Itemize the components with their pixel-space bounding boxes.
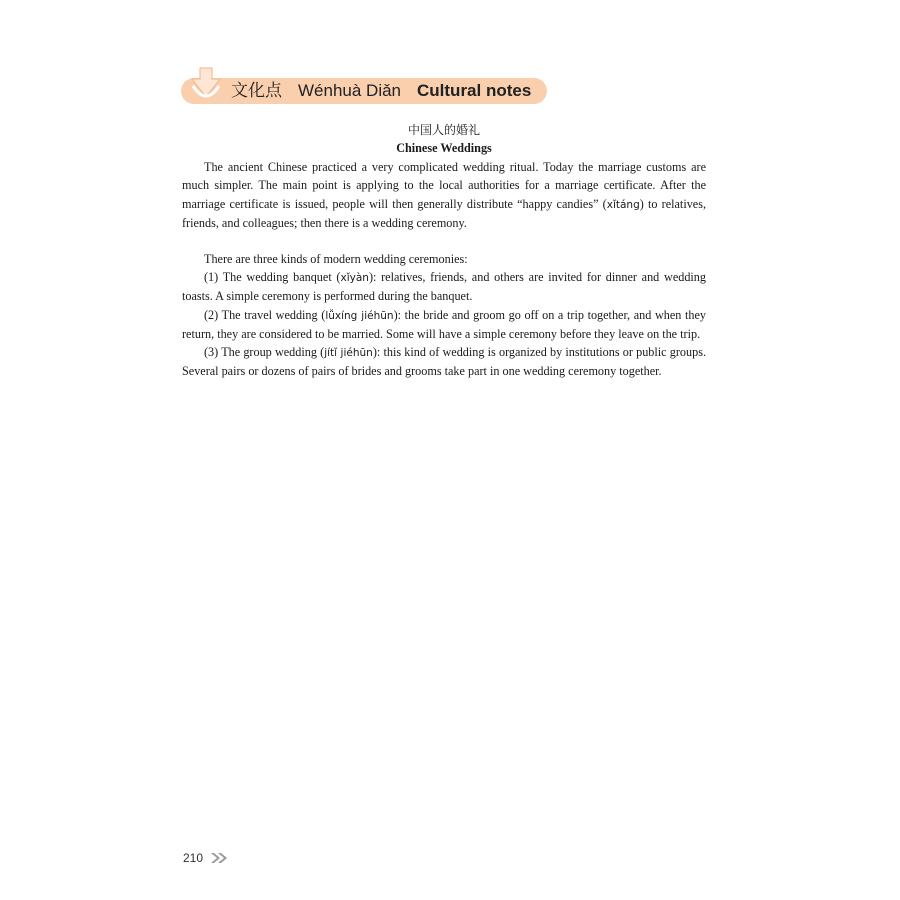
paragraph-group [182,343,706,380]
banner-chinese: 文化点 [231,81,282,100]
inline-pinyin: jítǐ jiéhūn [324,347,373,360]
paragraph-text: (2) The travel wedding ( [204,307,326,322]
down-arrow-icon [189,66,223,102]
paragraph-intro [182,158,706,232]
paragraph-kinds: There are three kinds of modern wedding ceremonies: [204,252,468,267]
article-title-english: Chinese Weddings [396,141,492,155]
paragraph-text: ): this kind of wedding is organized by institutions or public groups. Several pairs or dozens of pairs of brides and grooms take part in one wedding ceremony together. [182,345,707,379]
cultural-note-article [182,121,706,380]
banner-title [231,78,531,104]
paragraph-text: ): the bride and groom go off on a trip together, and when they return, they are considered to be married. Some will have a simple ceremony before they leave on the trip. [182,307,706,341]
paragraph-text: The ancient Chinese practiced a very complicated wedding ritual. Today the marriage customs are much simpler. The main point is applying to the local authorities for a marriage certificate. After the marriage certificate is issued, people will then generally distribute “happy candies” ( [182,160,706,211]
page-number: 210 [183,851,204,865]
page-footer [183,850,228,866]
article-title-chinese: 中国人的婚礼 [407,123,480,137]
banner-pinyin: Wénhuà Diǎn [298,81,402,100]
paragraph-text: (1) The wedding banquet ( [204,270,341,285]
section-banner [181,78,547,104]
banner-english: Cultural notes [417,81,532,100]
paragraph-text: (3) The group wedding ( [204,345,325,360]
inline-pinyin: xǐyàn [340,272,369,285]
inline-pinyin: xǐtáng [606,198,640,211]
paragraph-travel [182,306,706,343]
double-chevron-right-icon [210,852,228,864]
paragraph-banquet [182,268,706,305]
paragraph-text: ): relatives, friends, and others are invited for dinner and wedding toasts. A simple ceremony is performed during the banquet. [182,270,706,304]
paragraph-text: ) to relatives, friends, and colleagues; then there is a wedding ceremony. [182,196,706,230]
inline-pinyin: lǚxíng jiéhūn [325,309,394,322]
